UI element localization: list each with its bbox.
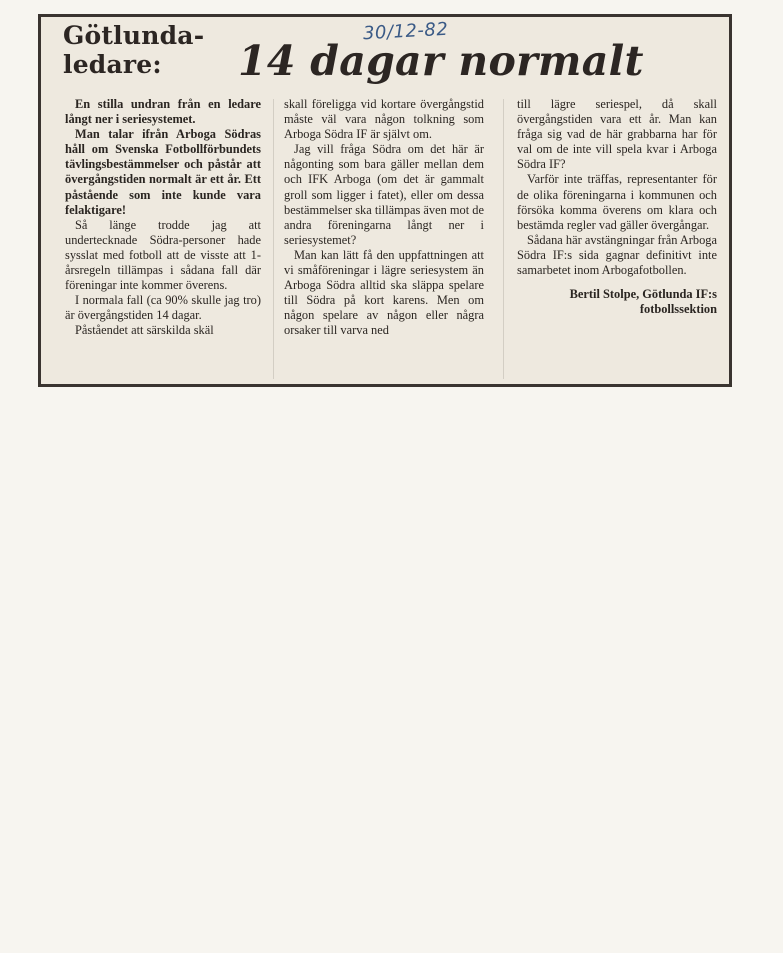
paragraph: Man kan lätt få den uppfattningen att vi småföreningar i lägre seriesystem än Arboga Södra alltid ska släppa spelare till Södra på kort karens. Men om någon spelare av någon eller några orsaker till varva ned xyxy=(284,247,484,338)
article-column-3 xyxy=(517,97,717,317)
paragraph: Sådana här avstängningar från Arboga Södra IF:s sida gagnar definitivt inte samarbetet inom Arbogafotbollen. xyxy=(517,232,717,278)
paragraph: Så länge trodde jag att undertecknade Södra-personer hade sysslat med fotboll att de visste att 1-årsregeln tillämpas i sådana fall där föreningar inte kommer överens. xyxy=(65,217,261,293)
paragraph: skall föreligga vid kortare övergångstid måste väl vara någon tolkning som Arboga Södra IF är självt om. xyxy=(284,97,484,142)
paragraph: Man talar ifrån Arboga Södras håll om Svenska Fotbollförbundets tävlingsbestämmelser och påstår att övergångstiden normalt är ett år. Ett påstående som inte kunde vara felaktigare! xyxy=(65,127,261,217)
kicker-line-1: Götlunda- xyxy=(63,21,205,50)
kicker-line-2: ledare: xyxy=(63,50,162,79)
paragraph: Varför inte träffas, representanter för de olika föreningarna i kommunen och försöka komma överens om klara och bestämda regler vad gäller övergångar. xyxy=(517,172,717,232)
column-divider xyxy=(503,99,504,379)
headline: 14 dagar normalt xyxy=(238,37,644,85)
paragraph: I normala fall (ca 90% skulle jag tro) är övergångstiden 14 dagar. xyxy=(65,293,261,323)
paragraph: En stilla undran från en ledare långt ner i seriesystemet. xyxy=(65,97,261,127)
author-signature xyxy=(517,287,717,317)
article-column-2 xyxy=(284,97,484,339)
kicker-heading xyxy=(63,21,204,79)
column-divider xyxy=(273,99,274,379)
paragraph: Påståendet att särskilda skäl xyxy=(75,323,214,338)
paragraph: Jag vill fråga Södra om det här är någonting som bara gäller mellan dem och IFK Arboga (om det är gammalt groll som ligger i fatet), eller om dessa bestämmelser ska tillämpas även mot de andra föreningarna långt ner i seriesystemet? xyxy=(284,142,484,247)
article-column-1 xyxy=(65,97,261,339)
paragraph: till lägre seriespel, då skall övergångstiden vara ett år. Man kan fråga sig vad de här grabbarna har för val om de inte vill spela kvar i Arboga Södra IF? xyxy=(517,97,717,172)
signature-line-1: Bertil Stolpe, Götlunda IF:s xyxy=(569,287,717,302)
signature-line-2: fotbollssektion xyxy=(639,302,717,317)
handwritten-date: 30/12-82 xyxy=(362,18,449,45)
newspaper-clipping xyxy=(38,14,732,387)
